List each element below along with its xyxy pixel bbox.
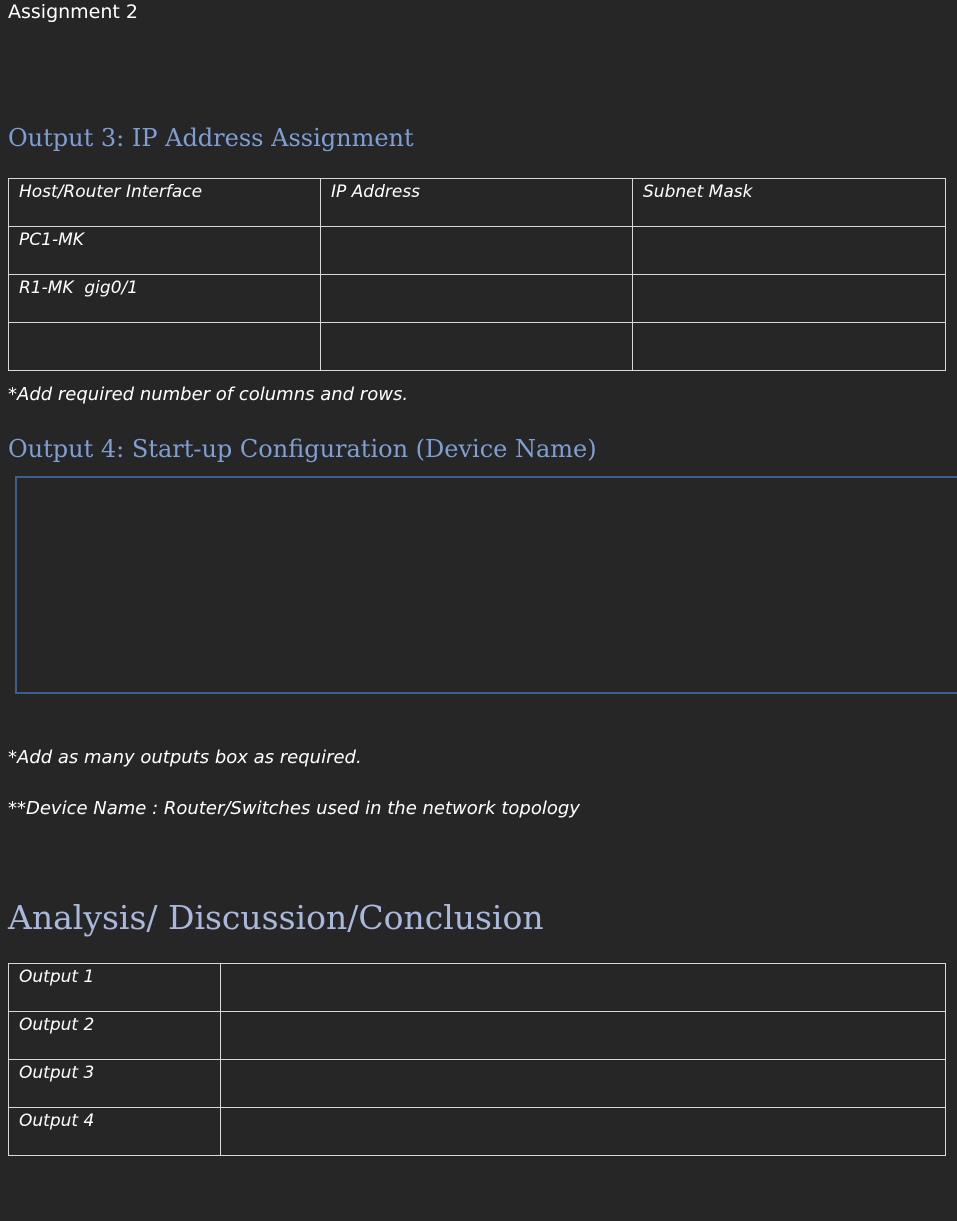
analysis-table (8, 963, 946, 1156)
table-cell[interactable] (321, 227, 633, 275)
table-row (9, 275, 946, 323)
table-cell[interactable] (221, 1012, 946, 1060)
table-row (9, 1012, 946, 1060)
document-header-title: Assignment 2 (8, 1, 138, 23)
add-outputs-note: *Add as many outputs box as required. (8, 747, 362, 768)
table-cell[interactable] (321, 275, 633, 323)
table-cell[interactable]: R1-MK gig0/1 (9, 275, 321, 323)
output-label: Output 2 (9, 1012, 221, 1060)
output-label: Output 4 (9, 1108, 221, 1156)
table-cell[interactable] (221, 964, 946, 1012)
output-label: Output 1 (9, 964, 221, 1012)
table-cell[interactable] (321, 323, 633, 371)
header-host-router-interface: Host/Router Interface (9, 179, 321, 227)
header-ip-address: IP Address (321, 179, 633, 227)
header-subnet-mask: Subnet Mask (633, 179, 946, 227)
table-cell[interactable] (633, 227, 946, 275)
table-row (9, 227, 946, 275)
table-row (9, 1060, 946, 1108)
table-cell[interactable] (633, 323, 946, 371)
device-name-note: **Device Name : Router/Switches used in the network topology (8, 798, 580, 819)
startup-config-box[interactable] (15, 476, 957, 694)
table-cell[interactable] (221, 1060, 946, 1108)
table-row (9, 323, 946, 371)
table-cell[interactable] (221, 1108, 946, 1156)
table-header-row (9, 179, 946, 227)
table-row (9, 964, 946, 1012)
add-rows-note: *Add required number of columns and rows. (8, 384, 409, 405)
table-cell[interactable] (9, 323, 321, 371)
output3-heading: Output 3: IP Address Assignment (8, 124, 414, 152)
table-cell[interactable] (633, 275, 946, 323)
table-cell[interactable]: PC1-MK (9, 227, 321, 275)
output-label: Output 3 (9, 1060, 221, 1108)
table-row (9, 1108, 946, 1156)
analysis-heading: Analysis/ Discussion/Conclusion (8, 898, 544, 937)
ip-address-table (8, 178, 946, 371)
output4-heading: Output 4: Start-up Configuration (Device Name) (8, 435, 597, 463)
